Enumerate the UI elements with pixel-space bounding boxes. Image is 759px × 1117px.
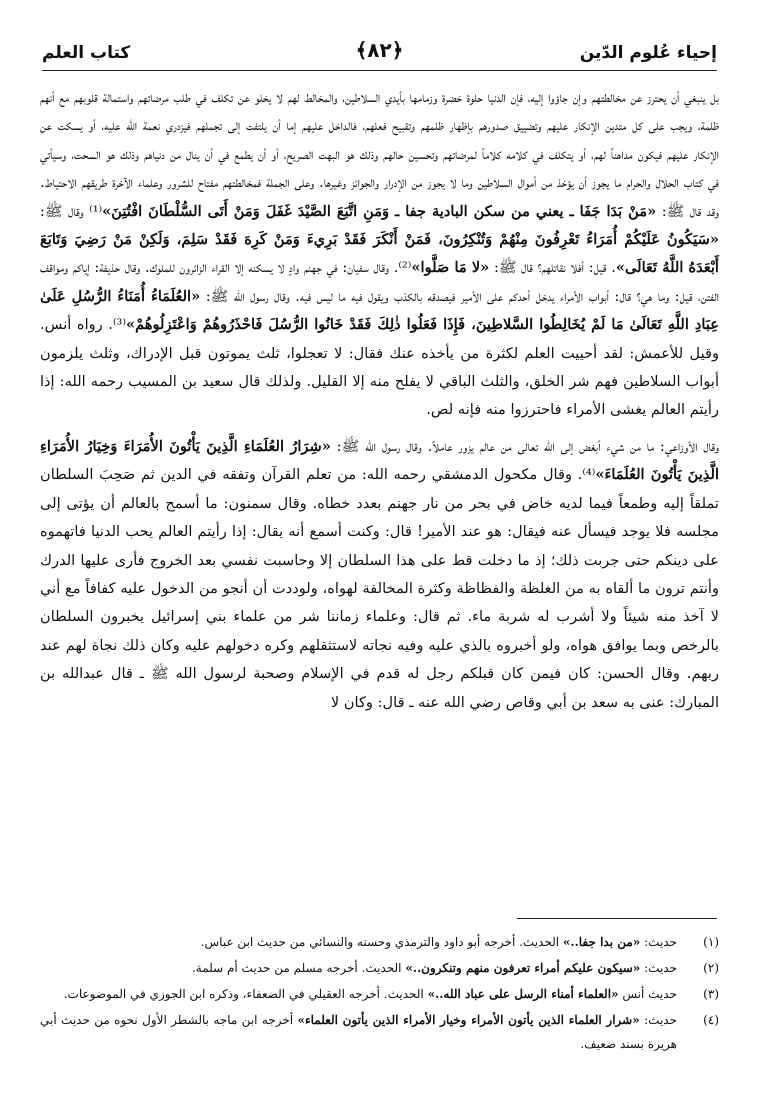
footnote-separator <box>517 918 717 919</box>
footnote-text <box>40 1008 677 1056</box>
footnote-quote: «العلماء أمناء الرسل على عباد الله..» <box>427 987 619 1001</box>
paragraph-1 <box>40 84 719 425</box>
footnote-body: الحديث. أخرجه مسلم من حديث أم سلمة. <box>191 961 406 975</box>
text-run: . وقال سفيان: في جهنم وادٍ لا يسكنه إلا القراء الزائرون للملوك. وقال حذيفة: إياكم ومواقف الفتن، قيل: وما هي؟ قال: أبواب الأمراء يدخل أحدكم على الأمير فيصدقه بالكذب ويقول فيه ما ليس فيه. وقال رسول الله ﷺ: <box>40 259 719 305</box>
footnote-text <box>40 982 677 1006</box>
chapter-title: كتاب العلم <box>42 43 131 63</box>
footnote <box>40 930 719 954</box>
footnote-lead: حديث أنس <box>618 987 677 1001</box>
footnote-number: (٢) <box>703 961 719 975</box>
footnote-number: (٣) <box>703 987 719 1001</box>
footnote-ref: ⁽¹⁾ <box>89 202 103 220</box>
footnote-body: الحديث. أخرجه أبو داود والترمذي وحسنه والنسائي من حديث ابن عباس. <box>200 935 563 949</box>
text-run: . وقال مكحول الدمشقي رحمه الله: من تعلم القرآن وتفقه في الدين ثم صَحِبَ السلطان تملقاً إليه وطمعاً فيما لديه خاض في بحر من نار جهنم بعدد خطاه. وقال سمنون: ما أسمج بالعالم أن يؤتى إلى مجلسه فلا يوجد فيسأل عنه فيقال: هو عند الأمير! قال: وكنت أسمع أنه يقال: إذا رأيتم العالم يحب الدنيا فاتهموه على دينكم حتى جربت ذلك؛ إذ ما دخلت قط على هذا السلطان إلا وحاسبت نفسي بعد الخروج فأرى عليها الدرك وأنتم ترون ما ألقاه به من الغلظة والفظاظة وكثرة المخالفة لهواه، ولوددت أن أنجو من الدخول عليه كفافاً مع أني لا آخذ منه شيئاً ولا أشرب له شربة ماء. ثم قال: وعلماء زماننا شر من علماء بني إسرائيل يخبرون السلطان بالرخص وبما يوافق هواه، ولو أخبروه بالذي عليه وفيه نجاته لاستثقلهم وكره دخولهم عليه وكان ذلك نجاة لهم عند ربهم. وقال الحسن: كان فيمن كان قبلكم رجل له قدم في الإسلام وصحبة لرسول الله ﷺ ـ قال عبدالله بن المبارك: عنى به سعد بن أبي وقاص رضي الله عنه ـ قال: وكان لا <box>40 466 719 711</box>
running-header <box>42 36 717 71</box>
footnote-text <box>40 930 677 954</box>
paragraph-2 <box>40 433 719 717</box>
footnote <box>40 956 719 980</box>
hadith-quote: «العُلَمَاءُ أُمَنَاءُ الرُّسُلِ عَلَىٰ عِبَادِ اللَّهِ تَعَالَىٰ مَا لَمْ يُخَالِطُوا السَّلاطِينَ، فَإِذَا فَعَلُوا ذٰلِكَ فَقَدْ خَانُوا الرُّسُلَ فَاحْذَرُوهُمْ وَاعْتَزِلُوهُمْ» <box>40 287 719 334</box>
text-run: . رواه أنس. وقيل للأعمش: لقد أحييت العلم لكثرة من يأخذه عنك فقال: لا تعجلوا، ثلث يموتون قبل الإدراك، وثلث يلزمون أبواب السلاطين فهم شر الخلق، والثلث الباقي لا يفلح منه إلا القليل. ولذلك قال سعيد بن المسيب رحمه الله: إذا رأيتم العالم يغشى الأمراء فاحترزوا منه فإنه لص. <box>40 316 719 419</box>
footnote-quote: «شرار العلماء الذين يأتون الأمراء وخيار الأمراء الذين يأتون العلماء» <box>297 1013 640 1027</box>
footnote-text <box>40 956 677 980</box>
hadith-quote: «سَيَكُونُ عَلَيْكُمْ أُمَرَاءُ تَعْرِفُونَ مِنْهُمْ وَتُنْكِرُونَ، فَمَنْ أَنْكَرَ فَقَدْ بَرِيءَ وَمَنْ كَرِهَ فَقَدْ سَلِمَ، وَلَكِنْ مَنْ رَضِيَ وَتَابَعَ أَبْعَدَهُ اللَّهُ تَعَالَى» <box>40 231 719 277</box>
footnote-ref: ⁽⁴⁾ <box>582 466 596 484</box>
footnote-body: أخرجه ابن ماجه بالشطر الأول نحوه من حديث أبي هريرة بسند ضعيف. <box>40 1013 677 1051</box>
footnote <box>40 982 719 1006</box>
footnote-quote: «سيكون عليكم أمراء تعرفون منهم وتنكرون..» <box>405 961 641 975</box>
hadith-quote: «لا مَا صَلَّوا» <box>411 259 490 277</box>
footnote-ref: ⁽³⁾ <box>112 316 126 334</box>
footnote-ref: ⁽²⁾ <box>398 259 412 277</box>
footnote-lead: حديث: <box>640 961 677 975</box>
text-run: بل ينبغي أن يحترز عن مخالطتهم وإن جاؤوا إليه، فإن الدنيا حلوة خضرة وزمامها بأيدي السلاطين، والمخالط لهم لا يخلو عن تكلف في طلب مرضاتهم واستمالة قلوبهم مع أنهم ظلمة، ويجب على كل متدين الإنكار عليهم وتضييق صدورهم بإظهار ظلمهم وتقبيح فعلهم، فالداخل عليهم إما أن يلتفت إلى تجملهم فيزدري نعمة الله عليه، أو يسكت عن الإنكار عليهم فيكون مداهناً لهم، أو يتكلف في كلامه كلاماً لمرضاتهم وتحسين حالهم وذلك هو البهت الصريح، أو أن يطمع في أن ينال من دنياهم وذلك هو السحت، وسيأتي في كتاب الحلال والحرام ما يجوز أن يؤخذ من أموال السلاطين وما لا يجوز من الإدرار والجوائز وغيرها. وعلى الجملة فمخالطتهم مفتاح للشرور وعلماء الآخرة طريقهم الاحتياط. وقد قال ﷺ: <box>40 89 719 220</box>
footnote-quote: «من بدا جفا..» <box>562 935 641 949</box>
footnote-number: (١) <box>703 935 719 949</box>
footnote-number: (٤) <box>703 1013 719 1027</box>
hadith-quote: «شِرَارُ العُلَمَاءِ الَّذِينَ يَأْتُونَ الأُمَرَاءَ وَخِيَارُ الأُمَرَاءِ الَّذِينَ يَأْتُونَ العُلَمَاءَ» <box>40 437 719 484</box>
text-run: وقال ﷺ: <box>40 202 90 220</box>
footnotes <box>40 930 719 1056</box>
page-number: ﴿٨٢﴾ <box>355 38 404 62</box>
footnote-lead: حديث: <box>639 1013 678 1027</box>
footnote-body: الحديث. أخرجه العقيلي في الضعفاء، وذكره ابن الجوزي في الموضوعات. <box>63 987 428 1001</box>
text-run: . قيل: أفلا نقاتلهم؟ قال ﷺ: <box>489 259 616 277</box>
hadith-quote: «مَنْ بَدَا جَفَا ـ يعني من سكن البادية جفا ـ وَمَنِ اتَّبَعَ الصَّيْدَ غَفَلَ وَمَنْ أَتَى السُّلْطَانَ افْتُتِنَ» <box>102 202 657 220</box>
footnote-lead: حديث: <box>640 935 677 949</box>
footnote <box>40 1008 719 1056</box>
book-title: إحياء عُلوم الدّين <box>579 43 717 63</box>
text-run: وقال الأوزاعي: ما من شيء أبغض إلى الله تعالى من عالم يزور عاملاً. وقال رسول الله ﷺ: <box>330 437 720 455</box>
main-text <box>40 84 719 717</box>
